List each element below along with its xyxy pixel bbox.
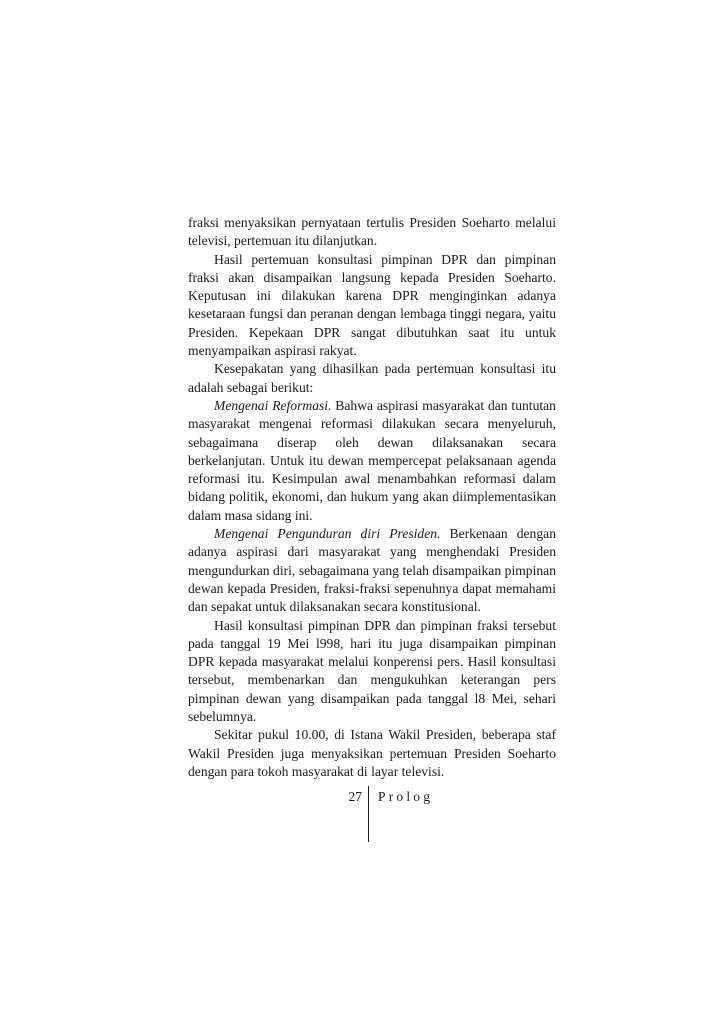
paragraph: [188, 397, 556, 525]
paragraph: Sekitar pukul 10.00, di Istana Wakil Presiden, beberapa staf Wakil Presiden juga menyaksikan pertemuan Presiden Soeharto dengan para tokoh masyarakat di layar televisi.: [188, 727, 556, 779]
paragraph: [188, 525, 556, 616]
running-title: Prolog: [378, 789, 434, 804]
body-text: [188, 214, 556, 781]
paragraph-text: Bahwa aspirasi masyarakat dan tuntutan masyarakat mengenai reformasi dilakukan secara menyeluruh, sebagaimana diserap oleh dewan dilaksanakan secara berkelanjutan. Untuk itu dewan mempercepat pelaksanaan agenda reformasi itu. Kesimpulan awal menambahkan reformasi dalam bidang politik, ekonomi, dan hukum yang akan diimplementasikan dalam masa sidang ini.: [188, 397, 556, 523]
page-number: 27: [348, 789, 362, 804]
paragraph: fraksi menyaksikan pernyataan tertulis Presiden Soeharto melalui televisi, pertemuan itu dilanjutkan.: [188, 215, 556, 249]
paragraph: Hasil konsultasi pimpinan DPR dan pimpinan fraksi tersebut pada tanggal 19 Mei l998, hari itu juga disampaikan pimpinan DPR kepada masyarakat melalui konperensi pers. Hasil konsultasi tersebut, membenarkan dan mengukuhkan keterangan pers pimpinan dewan yang disampaikan pada tanggal l8 Mei, sehari sebelumnya.: [188, 617, 556, 725]
paragraph: Kesepakatan yang dihasilkan pada pertemuan konsultasi itu adalah sebagai berikut:: [188, 361, 556, 395]
paragraph-lead-italic: Mengenai Pengunduran diri Presiden.: [214, 526, 441, 542]
paragraph: Hasil pertemuan konsultasi pimpinan DPR dan pimpinan fraksi akan disampaikan langsung kepada Presiden Soeharto. Keputusan ini dilakukan karena DPR menginginkan adanya kesetaraan fungsi dan peranan dengan lembaga tinggi negara, yaitu Presiden. Kepekaan DPR sangat dibutuhkan saat itu untuk menyampaikan aspirasi rakyat.: [188, 251, 556, 359]
paragraph-text: Berkenaan dengan adanya aspirasi dari masyarakat yang menghendaki Presiden mengundurkan diri, sebagaimana yang telah disampaikan pimpinan dewan kepada Presiden, fraksi-fraksi sepenuhnya dapat memahami dan sepakat untuk dilaksanakan secara konstitusional.: [188, 526, 556, 615]
footer-divider: [368, 786, 369, 842]
paragraph-lead-italic: Mengenai Reformasi.: [214, 397, 332, 413]
